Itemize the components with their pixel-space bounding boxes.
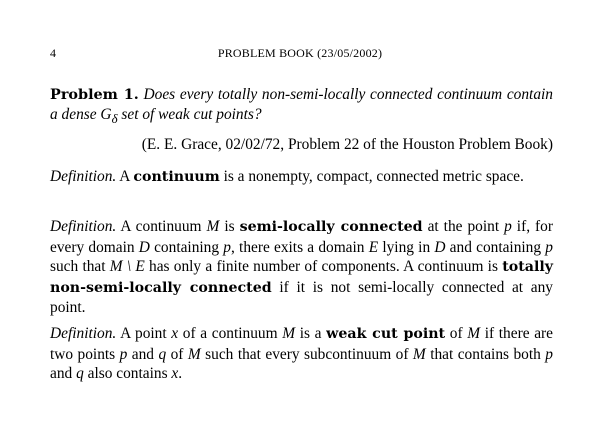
definition-text: A continuum	[116, 218, 207, 235]
definition-text: of a continuum	[178, 325, 283, 342]
math-variable: M	[467, 325, 481, 342]
definition-text: of	[445, 325, 468, 342]
definition-text: has only a finite number of components. A continuum is	[144, 258, 503, 275]
problem-label: Problem 1.	[50, 86, 139, 103]
definition-text: that contains both	[425, 345, 546, 363]
math-variable: E	[368, 238, 379, 256]
definition-text: , there exits a domain	[230, 238, 369, 256]
problem-statement	[50, 85, 553, 129]
definition-semi-locally-connected	[50, 217, 553, 318]
definition-text: lying in	[378, 238, 435, 256]
math-variable: x	[171, 325, 179, 342]
math-variable: q	[76, 365, 84, 382]
definition-label: Definition.	[50, 218, 117, 235]
problem-question-end: set of weak cut points?	[117, 105, 262, 123]
definition-text: and containing	[445, 238, 546, 256]
math-variable: p	[545, 238, 553, 256]
definition-text: such that	[50, 258, 110, 275]
defined-term: continuum	[133, 169, 220, 185]
definition-text: if, for every domain	[50, 218, 553, 256]
definition-text: such that every subcontinuum of	[200, 345, 413, 363]
problem-question-subscript: δ	[111, 111, 118, 126]
math-variable: M	[206, 218, 220, 235]
math-variable: M	[282, 325, 296, 342]
math-variable: D	[434, 238, 446, 256]
definition-text: if it is not semi-locally connected at any point.	[50, 278, 553, 316]
definition-continuum	[50, 167, 553, 188]
definition-label: Definition.	[50, 168, 117, 185]
definition-text: and	[127, 345, 159, 363]
definition-text: of	[166, 345, 188, 363]
math-variable: p	[545, 345, 553, 363]
problem-source: (E. E. Grace, 02/02/72, Problem 22 of the Houston Problem Book)	[141, 136, 553, 153]
math-variable: M	[187, 345, 201, 363]
defined-term: weak cut point	[326, 326, 446, 342]
definition-text: and	[50, 365, 77, 382]
running-title: PROBLEM BOOK (23/05/2002)	[217, 46, 383, 60]
definition-text: at the point	[422, 218, 505, 235]
defined-term: totally non-semi-locally connected	[50, 259, 553, 296]
math-variable: q	[158, 345, 167, 363]
definition-text: if there are two points	[50, 325, 553, 363]
definition-text: is a	[295, 325, 327, 342]
definition-label: Definition.	[50, 325, 117, 342]
definition-text: is	[219, 218, 240, 235]
math-variable: p	[119, 345, 128, 363]
definition-text: also contains	[83, 365, 172, 382]
math-variable: D	[138, 238, 150, 256]
page-number: 4	[50, 46, 56, 60]
math-expression: M \ E	[109, 258, 145, 275]
math-variable: x	[171, 365, 179, 382]
definition-text: A	[116, 168, 134, 185]
math-variable: p	[504, 218, 512, 235]
definition-text: is a nonempty, compact, connected metric space.	[219, 168, 524, 185]
problem-question-text: Does every totally non-semi-locally connected continuum contain a dense G	[50, 86, 553, 123]
math-variable: p	[223, 238, 231, 256]
definition-weak-cut-point	[50, 324, 553, 384]
running-head	[50, 46, 550, 62]
definition-text: containing	[149, 238, 224, 256]
definition-text: A point	[116, 325, 172, 342]
definition-text: .	[178, 365, 183, 382]
defined-term: semi-locally connected	[239, 219, 423, 235]
math-variable: M	[412, 345, 426, 363]
